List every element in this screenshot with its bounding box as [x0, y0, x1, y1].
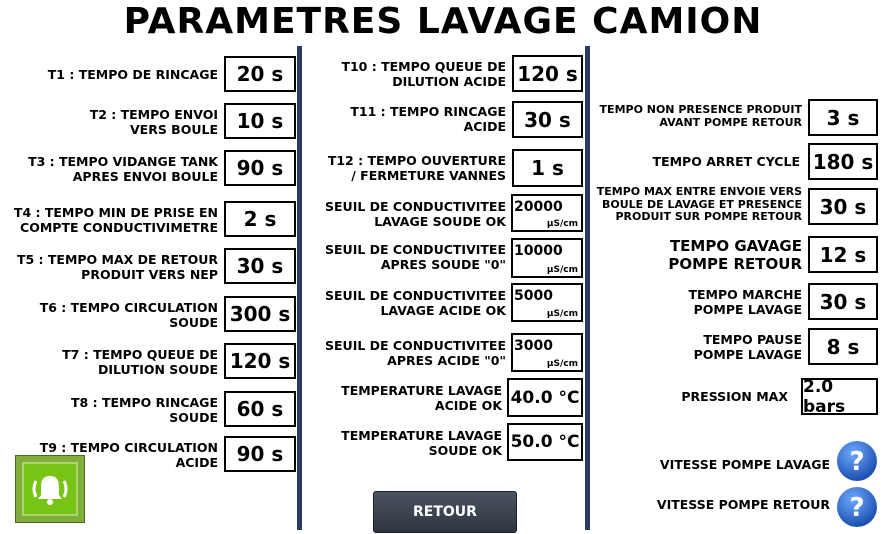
temp-soude-input[interactable]: 50.0 °C — [507, 423, 583, 461]
temp-soude-label: TEMPERATURE LAVAGE SOUDE OK — [341, 428, 502, 458]
tempo-arret-cycle-label: TEMPO ARRET CYCLE — [652, 154, 800, 169]
t7-input[interactable]: 120 s — [224, 343, 296, 379]
t11-input[interactable]: 30 s — [512, 101, 583, 138]
t4-input[interactable]: 2 s — [224, 201, 296, 237]
t6-input[interactable]: 300 s — [224, 296, 296, 332]
pression-max-input[interactable]: 2.0 bars — [801, 378, 878, 415]
tempo-marche-label: TEMPO MARCHE POMPE LAVAGE — [688, 287, 802, 317]
t5-input[interactable]: 30 s — [224, 248, 296, 284]
vitesse-pompe-retour-help-button[interactable] — [836, 486, 878, 528]
svg-text:?: ? — [849, 447, 865, 477]
seuil-acide-ok-input[interactable] — [511, 283, 583, 322]
retour-button[interactable]: RETOUR — [373, 491, 517, 533]
t7-label: T7 : TEMPO QUEUE DE DILUTION SOUDE — [62, 347, 218, 377]
vitesse-pompe-lavage-label: VITESSE POMPE LAVAGE — [659, 457, 830, 472]
tempo-gavage-input[interactable]: 12 s — [808, 236, 878, 273]
svg-text:?: ? — [849, 493, 865, 523]
tempo-arret-cycle-input[interactable]: 180 s — [808, 143, 878, 180]
seuil-soude-ok-label: SEUIL DE CONDUCTIVITEE LAVAGE SOUDE OK — [325, 199, 506, 229]
question-icon — [836, 440, 878, 482]
t5-label: T5 : TEMPO MAX DE RETOUR PRODUIT VERS NEP — [16, 252, 218, 282]
t8-input[interactable]: 60 s — [224, 391, 296, 427]
t12-label: T12 : TEMPO OUVERTURE / FERMETURE VANNES — [327, 153, 506, 183]
t2-input[interactable]: 10 s — [224, 103, 296, 139]
seuil-apres-soude-label: SEUIL DE CONDUCTIVITEE APRES SOUDE "0" — [325, 242, 506, 272]
alarm-bell-icon — [22, 462, 78, 516]
t8-label: T8 : TEMPO RINCAGE SOUDE — [71, 395, 218, 425]
tempo-pause-label: TEMPO PAUSE POMPE LAVAGE — [693, 332, 802, 362]
page-title: PARAMETRES LAVAGE CAMION — [123, 1, 763, 42]
tempo-max-envoie-label: TEMPO MAX ENTRE ENVOIE VERS BOULE DE LAVAGE ET PRESENCE PRODUIT SUR POMPE RETOUR — [596, 185, 802, 223]
seuil-apres-acide-unit: µS/cm — [546, 359, 578, 369]
question-icon — [836, 486, 878, 528]
t9-input[interactable]: 90 s — [224, 436, 296, 472]
temp-acide-label: TEMPERATURE LAVAGE ACIDE OK — [341, 383, 502, 413]
pression-max-label: PRESSION MAX — [681, 389, 788, 404]
seuil-acide-ok-unit: µS/cm — [546, 309, 578, 319]
alarm-button[interactable] — [15, 455, 85, 523]
tempo-pause-input[interactable]: 8 s — [808, 328, 878, 365]
t12-input[interactable]: 1 s — [512, 149, 583, 187]
seuil-apres-soude-input[interactable] — [511, 238, 583, 278]
t10-input[interactable]: 120 s — [512, 55, 583, 92]
t3-input[interactable]: 90 s — [224, 150, 296, 186]
seuil-apres-acide-value: 3000 — [514, 338, 553, 354]
temp-acide-input[interactable]: 40.0 °C — [507, 378, 583, 417]
tempo-gavage-label: TEMPO GAVAGE POMPE RETOUR — [668, 237, 802, 273]
seuil-acide-ok-label: SEUIL DE CONDUCTIVITEE LAVAGE ACIDE OK — [325, 288, 506, 318]
t11-label: T11 : TEMPO RINCAGE ACIDE — [350, 104, 506, 134]
seuil-apres-soude-value: 10000 — [514, 243, 563, 259]
t1-label: T1 : TEMPO DE RINCAGE — [47, 67, 218, 82]
tempo-non-presence-input[interactable]: 3 s — [808, 99, 878, 136]
vitesse-pompe-retour-label: VITESSE POMPE RETOUR — [656, 497, 830, 512]
tempo-non-presence-label: TEMPO NON PRESENCE PRODUIT AVANT POMPE RETOUR — [599, 103, 802, 129]
seuil-acide-ok-value: 5000 — [514, 288, 553, 304]
t9-label: T9 : TEMPO CIRCULATION ACIDE — [39, 440, 218, 470]
seuil-apres-soude-unit: µS/cm — [546, 265, 578, 275]
seuil-soude-ok-input[interactable] — [511, 194, 583, 232]
seuil-soude-ok-unit: µS/cm — [546, 219, 578, 229]
t4-label: T4 : TEMPO MIN DE PRISE EN COMPTE CONDUCTIVIMETRE — [13, 205, 218, 235]
tempo-marche-input[interactable]: 30 s — [808, 283, 878, 320]
seuil-apres-acide-label: SEUIL DE CONDUCTIVITEE APRES ACIDE "0" — [325, 338, 506, 368]
t6-label: T6 : TEMPO CIRCULATION SOUDE — [39, 300, 218, 330]
tempo-max-envoie-input[interactable]: 30 s — [808, 188, 878, 225]
seuil-apres-acide-input[interactable] — [511, 333, 583, 372]
t3-label: T3 : TEMPO VIDANGE TANK APRES ENVOI BOULE — [28, 154, 218, 184]
seuil-soude-ok-value: 20000 — [514, 199, 563, 215]
vitesse-pompe-lavage-help-button[interactable] — [836, 440, 878, 482]
t10-label: T10 : TEMPO QUEUE DE DILUTION ACIDE — [341, 59, 506, 89]
t2-label: T2 : TEMPO ENVOI VERS BOULE — [89, 107, 218, 137]
t1-input[interactable]: 20 s — [224, 56, 296, 92]
